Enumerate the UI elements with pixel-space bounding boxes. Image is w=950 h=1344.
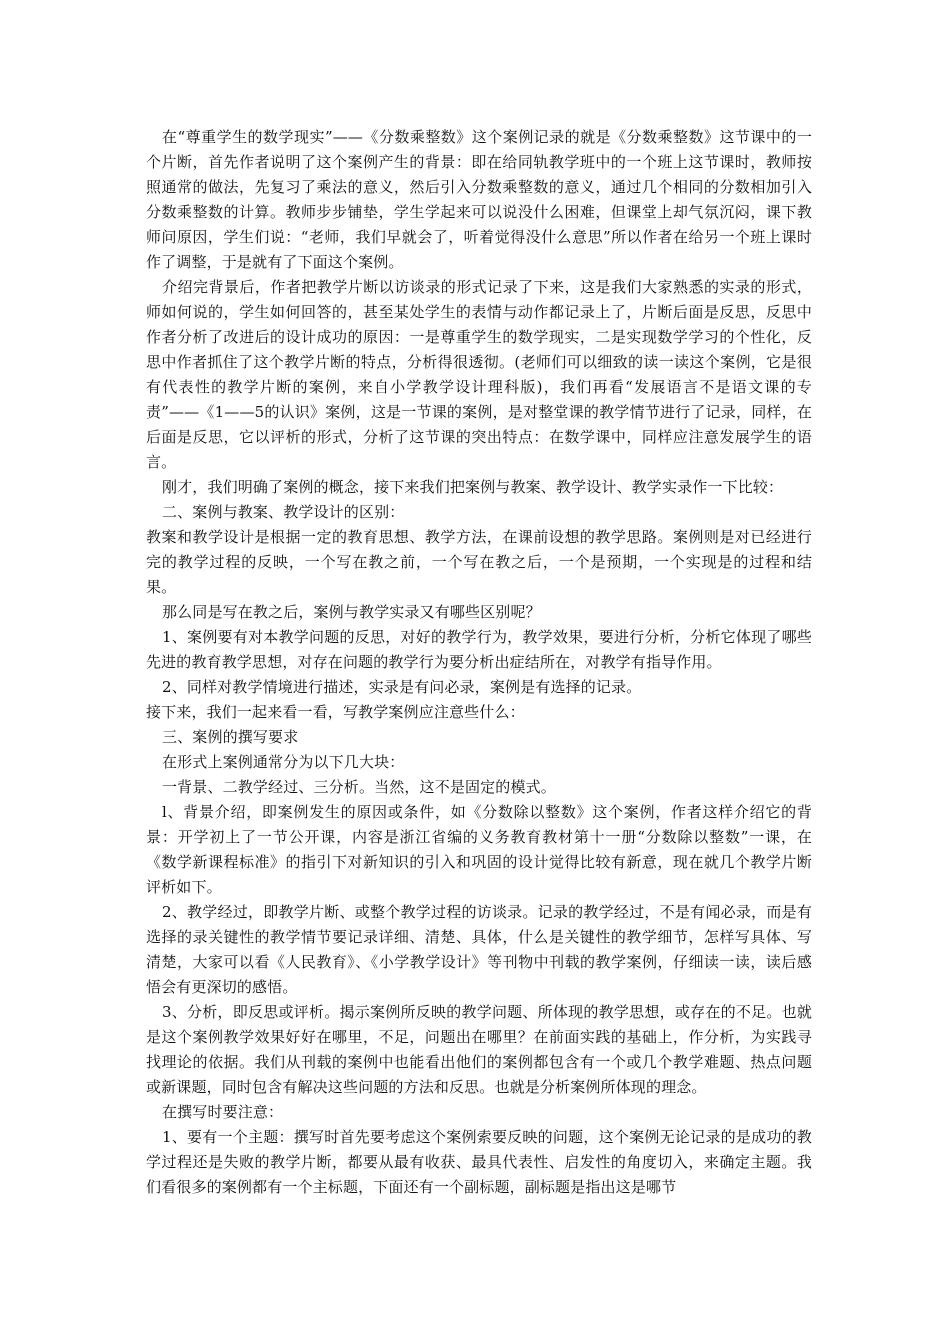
paragraph-9: 接下来，我们一起来看一看，写教学案例应注意些什么： [146, 703, 525, 721]
paragraph-11: 在形式上案例通常分为以下几大块： [162, 753, 405, 771]
document-body [146, 125, 812, 1200]
list-item-2: 2、同样对教学情境进行描述，实录是有问必录，案例是有选择的记录。 [162, 678, 642, 696]
paragraph-16: 在撰写时要注意： [162, 1103, 284, 1121]
paragraph-5: 教案和教学设计是根据一定的教育思想、教学方法，在课前设想的教学思路。案例则是对已经进行完的教学过程的反映，一个写在教之前，一个写在教之后，一个是预期，一个实现是的过程和结果。 [146, 528, 812, 596]
paragraph-2: 介绍完背景后，作者把教学片断以访谈录的形式记录了下来，这是我们大家熟悉的实录的形式，师如何说的，学生如何回答的，甚至某处学生的表情与动作都记录上了，片断后面是反思，反思中作者分析了改进后的设计成功的原因：一是尊重学生的数学现实，二是实现数学学习的个性化，反思中作者抓住了这个教学片断的特点，分析得很透彻。(老师们可以细致的读一读这个案例，它是很有代表性的教学片断的案例，来自小学教学设计理科版)，我们再看“发展语言不是语文课的专责”——《1——5的认识》案例，这是一节课的案例，是对整堂课的教学情节进行了记录，同样，在后面是反思，它以评析的形式，分析了这节课的突出特点：在数学课中，同样应注意发展学生的语言。 [146, 278, 812, 471]
paragraph-1: 在“尊重学生的数学现实”——《分数乘整数》这个案例记录的就是《分数乘整数》这节课中的一个片断，首先作者说明了这个案例产生的背景：即在给同轨教学班中的一个班上这节课时，教师按照通常的做法，先复习了乘法的意义，然后引入分数乘整数的意义，通过几个相同的分数相加引入分数乘整数的计算。教师步步铺垫，学生学起来可以说没什么困难，但课堂上却气氛沉闷，课下教师问原因，学生们说：“老师，我们早就会了，听着觉得没什么意思”所以作者在给另一个班上课时作了调整，于是就有了下面这个案例。 [146, 128, 812, 271]
list-item-background: l、背景介绍，即案例发生的原因或条件，如《分数除以整数》这个案例，作者这样介绍它的背景：开学初上了一节公开课，内容是浙江省编的义务教育教材第十一册“分数除以整数”一课，在《数学新课程标准》的指引下对新知识的引入和巩固的设计觉得比较有新意，现在就几个教学片断评析如下。 [146, 803, 812, 896]
paragraph-12: 一背景、二教学经过、三分析。当然，这不是固定的模式。 [162, 778, 556, 796]
section-heading-3: 三、案例的撰写要求 [162, 728, 299, 746]
list-item-analysis: 3、分析，即反思或评析。揭示案例所反映的教学问题、所体现的教学思想，或存在的不足。也就是这个案例教学效果好好在哪里，不足，问题出在哪里？在前面实践的基础上，作分析，为实践寻找理论的依据。我们从刊载的案例中也能看出他们的案例都包含有一个或几个教学难题、热点问题或新课题，同时包含有解决这些问题的方法和反思。也就是分析案例所体现的理念。 [146, 1003, 812, 1096]
list-item-process: 2、教学经过，即教学片断、或整个教学过程的访谈录。记录的教学经过，不是有闻必录，而是有选择的录关键性的教学情节要记录详细、清楚、具体，什么是关键性的教学细节，怎样写具体、写清楚，大家可以看《人民教育》、《小学教学设计》等刊物中刊载的教学案例，仔细读一读，读后感悟会有更深切的感悟。 [146, 903, 812, 996]
section-heading-2: 二、案例与教案、教学设计的区别： [162, 503, 405, 521]
paragraph-6: 那么同是写在教之后，案例与教学实录又有哪些区别呢？ [162, 603, 541, 621]
list-item-theme: 1、要有一个主题：撰写时首先要考虑这个案例索要反映的问题，这个案例无论记录的是成功的教学过程还是失败的教学片断，都要从最有收获、最具代表性、启发性的角度切入，来确定主题。我们看很多的案例都有一个主标题，下面还有一个副标题，副标题是指出这是哪节 [146, 1128, 812, 1196]
paragraph-3: 刚才，我们明确了案例的概念，接下来我们把案例与教案、教学设计、教学实录作一下比较： [162, 478, 784, 496]
list-item-1: 1、案例要有对本教学问题的反思，对好的教学行为，教学效果，要进行分析，分析它体现了哪些先进的教育教学思想，对存在问题的教学行为要分析出症结所在，对教学有指导作用。 [146, 628, 812, 671]
